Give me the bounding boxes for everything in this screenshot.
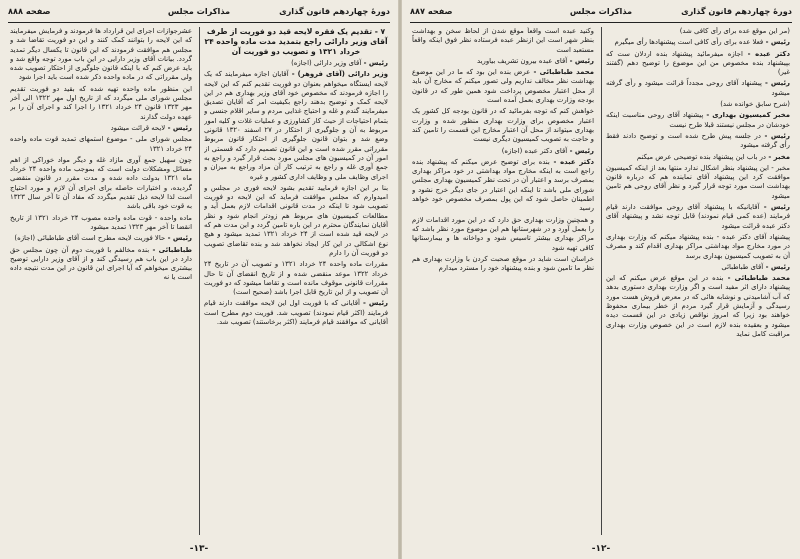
speech-text: آقایانی که با فوریت اول این لایحه موافقت دارند قیام فرمایند (اکثر قیام نمودند) تصویب شد. فوریت دوم مطرح است آقایانی که موافقند قیام فرمایند (اکثر برخاستند) تصویب شد. bbox=[204, 299, 388, 327]
speech-text: عرض بنده این بود که ما در این موضوع بهداشت نظر مخالف نداریم ولی تصور میکنم که مخارج آن باید از محل اعتبار مخصوص پرداخت شود همین طور که در قانون بودجه وزارت بهداری بعمل آمده است bbox=[412, 68, 594, 105]
text-column-left bbox=[10, 27, 192, 537]
column-divider bbox=[199, 27, 200, 535]
speaker-name: مخبر کمیسیون بهداری - bbox=[703, 111, 790, 120]
body-paragraph: وکنید عبده است واقعاً موقع شدن از لحاظ سخن و بهداشت بنظر شهر است این ازنظر عبده فرستاده نظر فوق اینکه واقعاً مستعبد است bbox=[412, 27, 594, 54]
body-paragraph: ماده واحده - قوت ماده واحده مصوب ۲۴ خرداد ۱۳۲۱ از تاریخ انقضا تا آخر مهر ۱۳۲۳ تمدید میشود bbox=[10, 213, 192, 231]
speaker-name: رئیس - bbox=[359, 299, 388, 308]
page-header bbox=[410, 6, 792, 20]
speaker-name: رئیس - bbox=[759, 203, 790, 212]
speech-paragraph bbox=[204, 70, 388, 182]
body-paragraph: خراسان است شاید در موقع صحبت کردن با وزارت بهداری هم نظر ما تامین شود و بنده پیشنهاد خود را مسترد میدارم bbox=[412, 254, 594, 273]
column-divider bbox=[601, 27, 602, 535]
page-number: -۱۲- bbox=[591, 544, 611, 554]
header-title: مذاکرات مجلس bbox=[167, 6, 231, 16]
speaker-name: وزیر دارائی (آقای فروهر) - bbox=[288, 70, 388, 79]
speaker-name: رئیس - bbox=[361, 59, 388, 67]
speech-paragraph bbox=[412, 158, 594, 214]
body-paragraph: مخبر - این پیشنهاد بنظر اشکال ندارد منتها بعد از اینکه کمیسیون موافقت کرد این پیشنهاد آقای نماینده هم که درباره قانون بهداشت است مورد توجه قرار گیرد و نظر آقای روحی هم تامین میشود bbox=[606, 163, 790, 200]
speech-text: بنده در این موقع عرض میکنم که این پیشنهاد دارای اثر مفید است و اگر وزارت بهداری دستوری بدهد که آب آشامیدنی و نوشابه هائی که در معرض فروش هست مورد رسیدگی و آزمایش قرار گیرد مردم از خطر بیماری محفوظ خواهند بود زیرا که امروز نواقص زیادی در این قسمت دیده میشود و بعقیده بنده لازم است در این خصوص وزارت بهداری مراقبت کامل نماید bbox=[606, 274, 790, 338]
body-paragraph: (شرح سابق خوانده شد) bbox=[720, 100, 790, 109]
speech-paragraph bbox=[606, 38, 790, 47]
speech-paragraph bbox=[606, 50, 790, 78]
speaker-name: رئیس - bbox=[165, 234, 192, 243]
body-paragraph: چون سهیل جمع آوری مازاد غله و دیگر مواد خوراکی از اهم مسائل ومشکلات دولت است که بموجب ماده واحده ۲۴ خرداد ماه ۱۳۲۱ بدولت داده شده و مدت مقرر در قانون منقضی گردیده، و اختیارات حاصله برای اجرای آن لازم و مورد احتیاج است لذا لایحه ذیل تقدیم میگردد که مفاد آن تا آخر سال ۱۳۲۳ به قوت خود باقی باشد bbox=[10, 155, 192, 211]
speech-text: بنده برای توضیح عرض میکنم که پیشنهاد بنده راجع است به اینکه مخارج مواد بهداشتی در خود مراکز بهداری بمصرف برسد و اعتبار آن در تحت نظر کمیسیون بهداری مجلس شورای ملی باشد تا اینکه این اعتبار در جای دیگر خرج نشود و اطمینان حاصل شود که این پول بمصرف مخصوص خود خواهد رسید bbox=[412, 157, 594, 213]
header-term: دورهٔ چهاردهم قانون گذاری bbox=[681, 6, 792, 16]
speaker-name: مخبر - bbox=[766, 152, 790, 161]
speech-text: لایحه قرائت میشود bbox=[110, 123, 166, 132]
speaker-name: رئیس - bbox=[763, 38, 790, 47]
speaker-name: رئیس - bbox=[763, 262, 790, 271]
body-paragraph: و همچنین وزارت بهداری حق دارد که در این مورد اقدامات لازم را بعمل آورد و در شهرستانها هم این موضوع مورد نظر باشد که مراکز بهداری بیشتر تاسیس شود و دواخانه ها و بیمارستانها کافی تهیه شود bbox=[412, 215, 594, 252]
body-paragraph: مقررات ماده واحده ۲۴ خرداد ۱۳۲۱ و تصویب آن در تاریخ ۲۴ خرداد ۱۳۲۲ موعد منقضی شده و از تاریخ انقضای آن تا حال مقررات قانونی موقوف مانده است و تقاضا میشود که دو فوریت آن تصویب و از این تاریخ قابل اجرا باشد (صحیح است) bbox=[204, 260, 388, 297]
speaker-name: طباطبائی - bbox=[149, 245, 192, 254]
speech-paragraph bbox=[606, 153, 790, 162]
body-paragraph: عشرجوازات اجرای این قرارداد ها فرمودند و فرمایش میفرمایند که این لایحه را بتوانند کمک کنند و این دو فوریت تقاضا شد و مجلس هم موافقت فرمودند که این قانون تا یکسال دیگر تمدید گردد. بیانات آقای وزیر دارایی در این باب مورد توجه واقع شد و باید عرض کنم که با اینکه قانون جلوگیری از احتکار تصویب شده ولی مقرراتی که در ماده واحده ذکر شده است باید اجرا شود bbox=[10, 27, 192, 82]
speech-paragraph bbox=[412, 57, 594, 66]
speech-paragraph bbox=[606, 79, 790, 98]
speech-paragraph bbox=[204, 59, 388, 68]
text-column-left bbox=[412, 27, 594, 537]
speaker-name: دکتر عبده - bbox=[549, 157, 594, 166]
speech-paragraph bbox=[412, 68, 594, 105]
speech-text: پیشنهاد آقای روحی مجدداً قرائت میشود و رأی گرفته میشود bbox=[606, 79, 790, 97]
speaker-name: رئیس - bbox=[761, 79, 790, 88]
speech-text: اجازه میفرمائید پیشنهاد بنده اردلان ست که بپیشنهاد بنده مخصوص من این موضوع را توضیح دهم (گفتند غیر) bbox=[606, 49, 790, 77]
speaker-name: رئیس - bbox=[760, 131, 790, 140]
header-page-label: صفحه ۸۸۷ bbox=[410, 6, 453, 16]
speech-paragraph bbox=[204, 299, 388, 327]
speech-text: پیشنهاد آقای روحی مناسبت اینکه خودشان در مجلس نیستند قبلا طرح نیست bbox=[606, 111, 790, 129]
right-page bbox=[402, 0, 800, 559]
header-rule bbox=[410, 22, 792, 23]
page-header bbox=[8, 6, 390, 20]
speaker-name: رئیس - bbox=[165, 123, 192, 132]
speaker-name: محمد طباطبائی - bbox=[530, 68, 594, 77]
speaker-name: رئیس - bbox=[567, 56, 594, 65]
speech-paragraph bbox=[606, 263, 790, 272]
speech-paragraph bbox=[10, 246, 192, 283]
speech-paragraph bbox=[10, 124, 192, 133]
left-page bbox=[0, 0, 398, 559]
speech-paragraph bbox=[10, 234, 192, 243]
speech-text: آقای دکتر عبده (اجازه) bbox=[501, 146, 568, 155]
speech-text: آقای طباطبائی bbox=[721, 262, 764, 271]
page-number: -۱۳- bbox=[189, 544, 209, 554]
speech-paragraph bbox=[606, 274, 790, 339]
speaker-name: محمد طباطبائی - bbox=[723, 274, 790, 283]
header-term: دورهٔ چهاردهم قانون گذاری bbox=[279, 6, 390, 16]
speech-text: آقای وزیر دارائی (اجازه) bbox=[291, 59, 362, 67]
header-page-label: صفحه ۸۸۸ bbox=[8, 6, 51, 16]
speech-text: آقایانیکه با پیشنهاد آقای روحی موافقت دارند قیام فرمایند (عده کمی قیام نمودند) قابل توجه نشد و پیشنهاد آقای دکتر عبده قرائت میشود bbox=[606, 203, 790, 230]
speaker-name: رئیس - bbox=[567, 146, 594, 155]
body-paragraph: خواهش کنم که توجه بفرمائید که در قانون بودجه کل کشور یک اعتبار مخصوص برای وزارت بهداری منظور شده و وزارت بهداری میتواند از محل آن اعتبار مخارج این قسمت را تامین کند و حاجت به تصویب کمیسیون دیگری نیست bbox=[412, 107, 594, 144]
text-column-right bbox=[204, 27, 388, 537]
speech-text: آقایان اجازه میفرمایند که یک لایحه ایستگاه میخواهم بعنوان دو فوریت تقدیم کنم که این لایحه را اجازه فرمودند که مخصوص خود آقای وزیر بهداری هم در این لایحه کمک و توضیح بدهند راجع بکیفیت امر که آقایان تصدیق میفرمایند گندم و غله و احتیاج غذایی مردم و سایر اقلام جنسی و بتمام احتیاجات از حیث کار کشاورزی و عملیات غلات و کلیه امور مربوط به آن و جلوگیری از احتکار در ۲۷ اسفند ۱۳۲۰ قانونی وضع شد و بتوان قانون جلوگیری از احتکار قانون مربوط مقرراتی مقرر شده است و این قانون تصمیم دارد که قسمتی از امور آن در کمیسیون های مجلس مورد بحث قرار گیرد و راجع به جمع آوری غله و راجع به ترتیب کار آن مزاد وراجع به میزان و اجرای وظایف ملی و وظایف اداری کشور و غیره bbox=[204, 70, 388, 181]
speaker-name: دکتر عبده - bbox=[742, 49, 790, 58]
body-paragraph: بنا بر این اجازه فرمایید تقدیم بشود لایحه فوری در مجلس و امیدوارم که مجلس موافقت فرماید که این لایحه دو فوریت تصویب شود تا اینکه در مدت قانونی اقدامات لازم بعمل آید و مطالعات کمیسیون های مربوط هم زودتر انجام شود و نظر آقایان نمایندگان محترم در این باره تامین گردد و این مدت هم که در لایحه قید شده است از ۲۴ خرداد ۱۳۲۱ تمدید میشود و هیچ نوع اشکالی در این کار ایجاد نخواهد شد و بنده تقاضای تصویب دو فوریت آن را دارم bbox=[204, 183, 388, 257]
body-paragraph: مجلس شورای ملی - موضوع استمهای تمدید قوت ماده واحده ۲۴ خرداد ۱۳۲۱ bbox=[10, 135, 192, 153]
speech-text: آقای عبده بیرون تشریف بیاورید bbox=[476, 56, 568, 65]
text-column-right bbox=[606, 27, 790, 537]
section-title: ۷ - تقدیم یک فقره لایحه قید دو فوریت از طرف آقای وزیر دارائی راجع بتمدید مدت ماده واحده ۲۴ خرداد ۱۳۲۱ و تصویب دو فوریت آن bbox=[204, 27, 388, 56]
speech-paragraph bbox=[606, 132, 790, 151]
body-paragraph: پیشنهاد آقای دکتر عبده - بنده پیشنهاد میکنم که وزارت بهداری در مورد مخارج مواد بهداشتی مراکز بهداری اقدام کند و مصرف آن به تصویب کمیسیون بهداری برسد bbox=[606, 232, 790, 260]
speech-text: بنده مخالفم با فوریت دوم آن چون مجلس حق دارد در این باب هم رسیدگی کند و از آقای وزیر دارایی توضیح بیشتری میخواهم که آیا اجرای این قانون در این مدت نتیجه داده است یا نه bbox=[10, 245, 192, 282]
speech-text: در جلسه پیش طرح شده است و توضیح دادند فقط رأی گرفته میشود bbox=[606, 131, 790, 150]
speech-text: فعلا عده برای رأی کافی است پیشنهادها رأی میگیرم bbox=[614, 38, 764, 47]
body-paragraph: (مر این موقع عده برای رأی کافی شد) bbox=[679, 27, 790, 35]
speech-paragraph bbox=[606, 111, 790, 130]
speech-text: در باب این پیشنهاد بنده توضیحی عرض میکنم bbox=[636, 152, 766, 161]
speech-text: حالا فوریت لایحه مطرح است آقای طباطبائی (اجازه) bbox=[14, 234, 166, 243]
body-paragraph: این منظور ماده واحده تهیه شده که بقید دو فوریت تقدیم مجلس شورای ملی میگردد که از تاریخ اول مهر ۱۳۲۲ الی آخر مهر ۱۳۲۳ قانون ۲۴ خرداد ۱۳۲۱ را اجرا کند و اجرای آن را بر عهده دولت گذارند bbox=[10, 84, 192, 121]
speech-paragraph bbox=[412, 147, 594, 156]
header-title: مذاکرات مجلس bbox=[569, 6, 633, 16]
header-rule bbox=[8, 22, 390, 23]
speech-paragraph bbox=[606, 203, 790, 231]
